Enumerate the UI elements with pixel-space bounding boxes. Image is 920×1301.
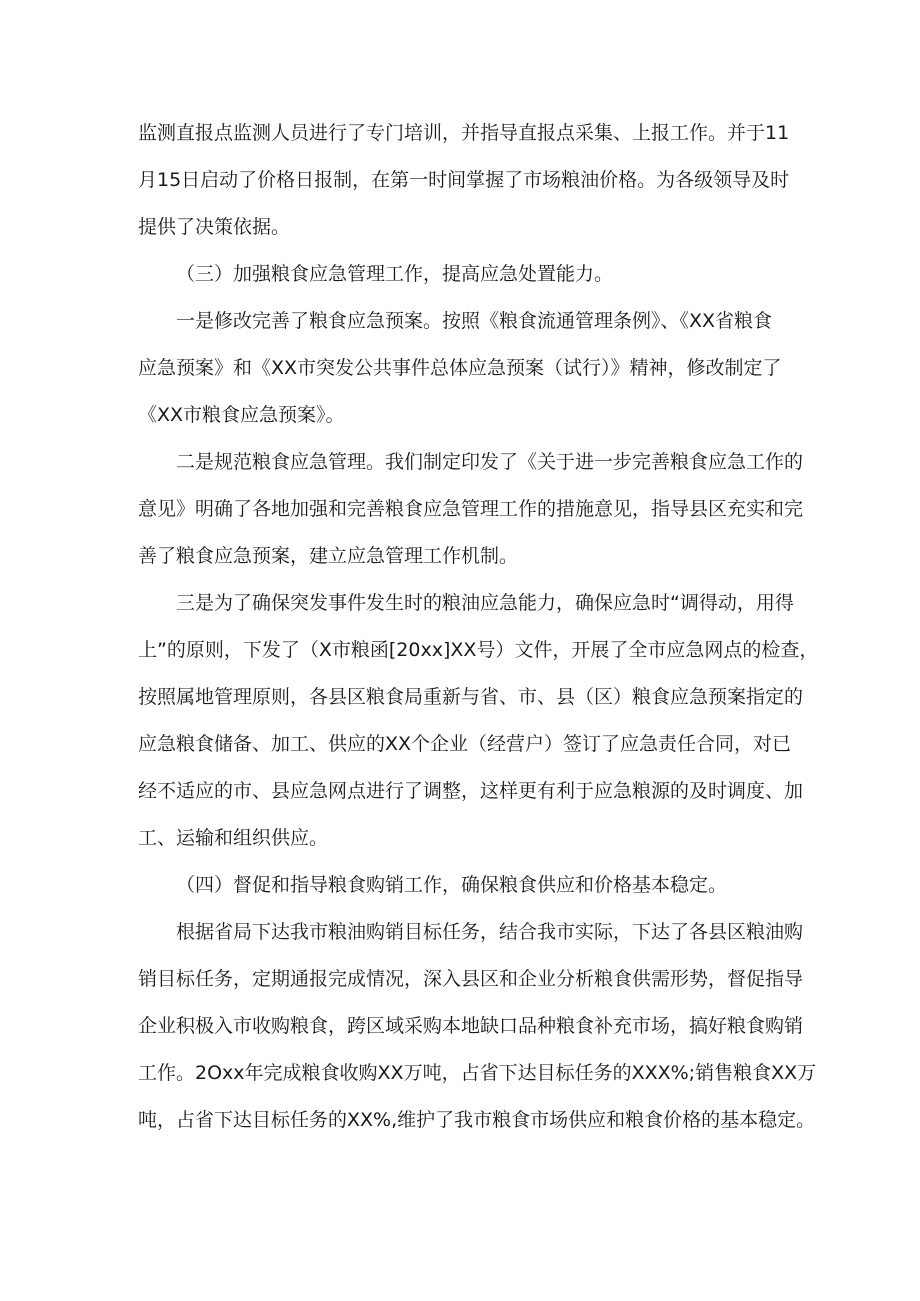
paragraph-line: 提供了决策依据。 [138, 216, 291, 238]
paragraph-line: 善了粮食应急预案，建立应急管理工作机制。 [138, 545, 519, 567]
paragraph-line: 吨，占省下达目标任务的XX%,维护了我市粮食市场供应和粮食价格的基本稳定。 [138, 1109, 816, 1131]
paragraph-line: 月15日启动了价格日报制，在第一时间掌握了市场粮油价格。为各级领导及时 [138, 169, 790, 191]
document-body [138, 110, 818, 1144]
paragraph-line: 一是修改完善了粮食应急预案。按照《粮食流通管理条例》、《XX省粮食 [176, 310, 773, 332]
paragraph-line: 根据省局下达我市粮油购销目标任务，结合我市实际，下达了各县区粮油购 [176, 921, 804, 943]
paragraph-line: 经不适应的市、县应急网点进行了调整，这样更有利于应急粮源的及时调度、加 [138, 780, 804, 802]
paragraph-line: 上”的原则，下发了（X市粮函[20xx]XX号）文件，开展了全市应急网点的检查， [138, 639, 819, 661]
section-heading: （三）加强粮食应急管理工作，提高应急处置能力。 [176, 263, 614, 285]
section-heading: （四）督促和指导粮食购销工作，确保粮食供应和价格基本稳定。 [176, 874, 728, 896]
paragraph-line: 应急预案》和《XX市突发公共事件总体应急预案（试行）》精神，修改制定了 [138, 357, 782, 379]
paragraph-line: 工、运输和组织供应。 [138, 827, 329, 849]
paragraph-line: 按照属地管理原则，各县区粮食局重新与省、市、县（区）粮食应急预案指定的 [138, 686, 804, 708]
paragraph-line: 监测直报点监测人员进行了专门培训，并指导直报点采集、上报工作。并于11 [138, 122, 790, 144]
paragraph-line: 工作。2Oxx年完成粮食收购XX万吨，占省下达目标任务的XXX%;销售粮食XX万 [138, 1062, 817, 1084]
paragraph-line: 销目标任务，定期通报完成情况，深入县区和企业分析粮食供需形势，督促指导 [138, 968, 804, 990]
paragraph-line: 企业积极入市收购粮食，跨区域采购本地缺口品种粮食补充市场，搞好粮食购销 [138, 1015, 804, 1037]
paragraph-line: 应急粮食储备、加工、供应的XX个企业（经营户）签订了应急责任合同，对已 [138, 733, 792, 755]
paragraph-line: 意见》明确了各地加强和完善粮食应急管理工作的措施意见，指导县区充实和完 [138, 498, 804, 520]
paragraph-line: 三是为了确保突发事件发生时的粮油应急能力，确保应急时“调得动，用得 [176, 592, 794, 614]
paragraph-line: 二是规范粮食应急管理。我们制定印发了《关于进一步完善粮食应急工作的 [176, 451, 804, 473]
paragraph-line: 《XX市粮食应急预案》。 [138, 404, 345, 426]
